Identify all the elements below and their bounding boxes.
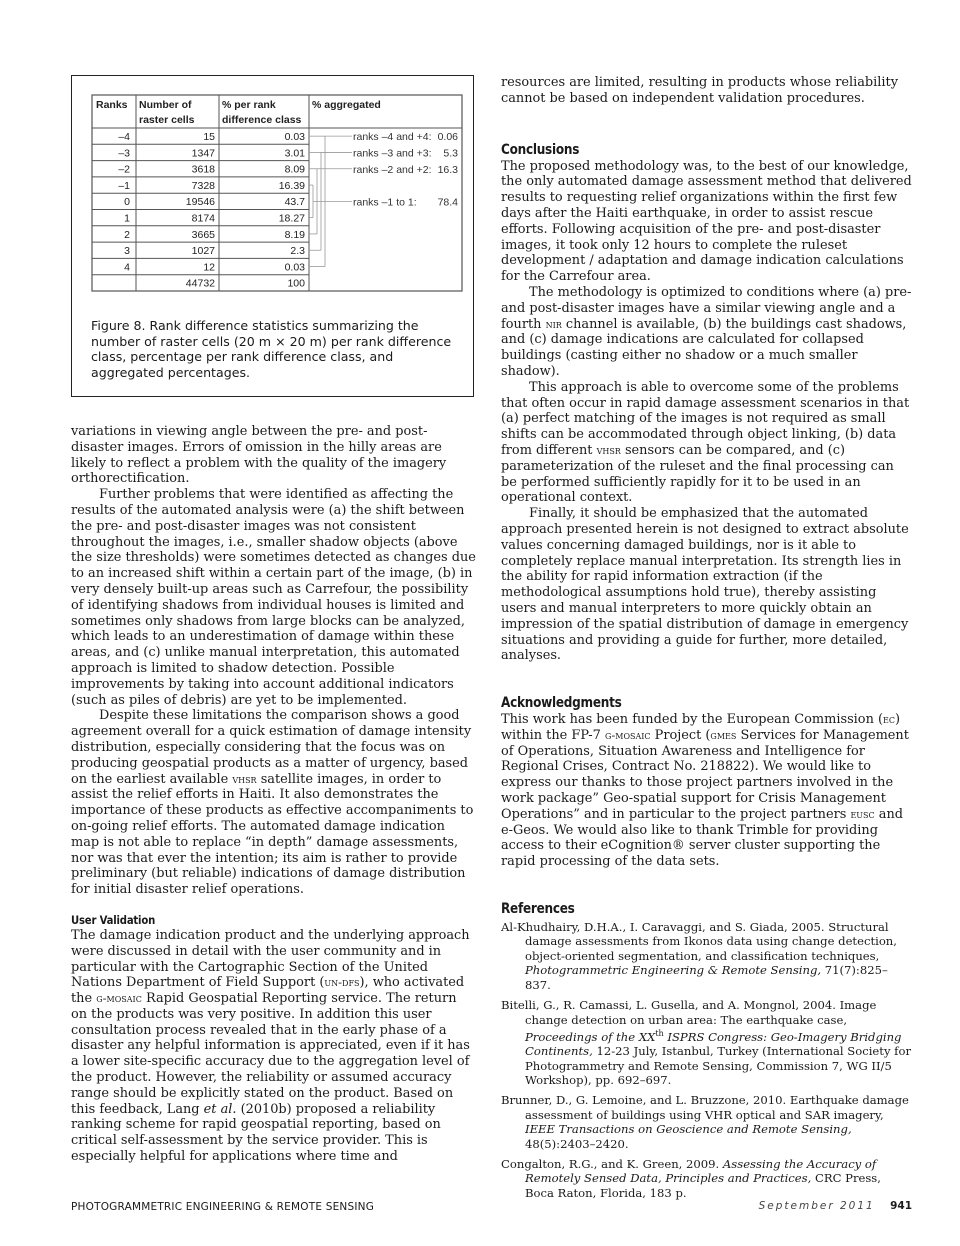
cell-rank: 2 <box>124 228 130 241</box>
column-header: % aggregated <box>312 99 381 111</box>
aggregate-label: ranks –4 and +4: <box>353 131 432 144</box>
aggregate-value: 16.3 <box>437 163 458 176</box>
right-column <box>501 75 913 1206</box>
reference-item: Brunner, D., G. Lemoine, and L. Bruzzone, 2010. Earthquake damage assessment of buildings using VHR optical and SAR imagery, IEEE Transactions on Geoscience and Remote Sensing, 48(5):2403–2420. <box>501 1093 909 1151</box>
cell-rank: 1 <box>124 212 130 225</box>
cell-percent: 3.01 <box>284 147 305 160</box>
column-header: % per rank <box>222 99 276 111</box>
aggregation-brackets <box>309 136 352 266</box>
cell-rank: –2 <box>118 163 130 176</box>
aggregate-label: ranks –2 and +2: <box>353 163 432 176</box>
paragraph: variations in viewing angle between the pre- and post-disaster images. Errors of omission in the hilly areas are likely to reflect a problem with the quality of the imagery orthorectification. <box>71 424 447 487</box>
cell-rank: –4 <box>118 131 130 143</box>
cell-count: 3665 <box>191 228 215 241</box>
cell-count: 15 <box>203 131 215 143</box>
figure-caption: Figure 8. Rank difference statistics summarizing the number of raster cells (20 m × 20 m) per rank difference class, percentage per rank difference class, and aggregated percentages. <box>91 318 452 380</box>
column-header: difference class <box>222 114 302 126</box>
reference-item: Bitelli, G., R. Camassi, L. Gusella, and A. Mongnol, 2004. Image change detection on urban area: The earthquake case, Proceedings of the XXth ISPRS Congress: Geo-Imagery Bridging Continents, 12-23 July, Istanbul, Turkey (International Society for Photogrammetry and Remote Sensing, Commission 7, WG II/5 Workshop), pp. 692–697. <box>501 998 911 1087</box>
cell-count: 3618 <box>191 163 215 176</box>
cell-count: 7328 <box>191 179 215 192</box>
page-number: 941 <box>890 1200 912 1212</box>
cell-percent: 8.19 <box>284 228 305 241</box>
cell-percent: 8.09 <box>284 163 305 176</box>
cell-percent: 16.39 <box>278 179 305 192</box>
column-header: Number of <box>139 99 192 111</box>
cell-percent: 0.03 <box>284 261 305 274</box>
cell-rank: 0 <box>124 196 130 209</box>
rank-difference-table <box>72 76 475 316</box>
conclusions-heading: Conclusions <box>501 141 580 158</box>
column-header: raster cells <box>139 114 195 126</box>
footer-page-info <box>759 1200 912 1212</box>
paragraph: The proposed methodology was, to the best of our knowledge, the only automated damage assessment method that delivered results to requesting relief organizations within the first few days after the Haiti earthquake, in order to assist rescue efforts. Following acquisition of the pre- and post-disaster images, it took only 12 hours to complete the ruleset development / adaptation and damage indication calculations for the Carrefour area. <box>501 158 912 285</box>
paragraph: This approach is able to overcome some of the problems that often occur in rapid damage assessment scenarios in that (a) perfect matching of the images is not required as small shifts can be accommodated through object linking, (b) data from different vhsr sensors can be compared, and (c) parameterization of the ruleset and the final processing can be performed sufficiently rapidly for it to be used in an operational context. <box>501 379 910 506</box>
aggregate-value: 5.3 <box>443 147 458 160</box>
cell-rank: 3 <box>124 245 130 258</box>
column-header: Ranks <box>96 99 128 111</box>
cell-count: 8174 <box>191 212 215 225</box>
cell-rank: –3 <box>118 147 130 160</box>
reference-item: Al-Khudhairy, D.H.A., I. Caravaggi, and S. Giada, 2005. Structural damage assessments from Ikonos data using change detection, object-oriented segmentation, and classification techniques, Photogrammetric Engineering & Remote Sensing, 71(7):825–837. <box>501 920 897 992</box>
paragraph: Despite these limitations the comparison shows a good agreement overall for a quick estimation of damage intensity distribution, especially considering that the focus was on producing geospatial products as a matter of urgency, based on the earliest available vhsr satellite images, in order to assist the relief efforts in Haiti. It also demonstrates the importance of these products as effective accompaniments to on-going relief efforts. The automated damage indication map is not able to replace “in depth” damage assessments, nor was that ever the intention; its aim is rather to provide preliminary (but reliable) indications of damage distribution for initial disaster relief operations. <box>71 708 474 898</box>
aggregation-labels <box>353 131 458 208</box>
reference-item: Congalton, R.G., and K. Green, 2009. Assessing the Accuracy of Remotely Sensed Data, Principles and Practices, CRC Press, Boca Raton, Florida, 183 p. <box>501 1157 881 1200</box>
footer-date: September 2011 <box>758 1200 875 1212</box>
cell-percent: 100 <box>287 277 305 290</box>
paragraph: Finally, it should be emphasized that the automated approach presented herein is not designed to extract absolute values concerning damaged buildings, nor is it able to completely replace manual interpretation. Its strength lies in the ability for rapid information extraction (if the methodological assumptions hold true), thereby assisting users and manual interpreters to more quickly obtain an impression of the spatial distribution of damage in emergency situations and providing a guide for further, more detailed, analyses. <box>501 506 909 664</box>
cell-rank: –1 <box>118 179 130 192</box>
left-column <box>71 75 476 1165</box>
cell-percent: 18.27 <box>278 212 305 225</box>
cell-count: 1347 <box>191 147 215 160</box>
cell-count: 1027 <box>191 245 215 258</box>
aggregate-label: ranks –1 to 1: <box>353 196 417 209</box>
aggregate-value: 0.06 <box>437 131 458 144</box>
paragraph: The methodology is optimized to conditions where (a) pre-and post-disaster images have a similar viewing angle and a fourth nir channel is available, (b) the buildings cast shadows, and (c) damage indications are calculated for collapsed buildings (casting either no shadow or a much smaller shadow). <box>501 284 912 379</box>
footer-journal: PHOTOGRAMMETRIC ENGINEERING & REMOTE SENSING <box>71 1201 375 1213</box>
paragraph: resources are limited, resulting in products whose reliability cannot be based on independent validation procedures. <box>501 75 899 106</box>
paragraph: Further problems that were identified as affecting the results of the automated analysis were (a) the shift between the pre- and post-disaster images was not consistent throughout the images, i.e., smaller shadow objects (above the size thresholds) were sometimes detected as changes due to an increased shift within a certain part of the image, (b) in very densely built-up areas such as Carrefour, the possibility of identifying shadows from individual houses is limited and sometimes only shadows from large blocks can be analyzed, which leads to an underestimation of damage within these areas, and (c) unlike manual interpretation, this automated approach is limited to shadow detection. Possible improvements by taking into account additional indicators (such as piles of debris) are yet to be implemented. <box>71 487 476 708</box>
cell-rank: 4 <box>124 261 130 274</box>
acknowledgments-heading: Acknowledgments <box>501 695 622 712</box>
cell-count: 44732 <box>185 277 215 290</box>
references-heading: References <box>501 901 575 918</box>
paragraph: The damage indication product and the underlying approach were discussed in detail with the user community and in particular with the Cartographic Section of the United Nations Department of Field Support (un-dfs), who activated the g-mosaic Rapid Geospatial Reporting service. The return on the products was very positive. In addition this user consultation process revealed that in the early phase of a disaster any helpful information is appreciated, even if it has a lower site-specific accuracy due to the aggregation level of the product. However, the reliability or assumed accuracy range should be explicitly stated on the product. Based on this feedback, Lang et al. (2010b) proposed a reliability ranking scheme for rapid geospatial reporting, based on critical self-assessment by the service provider. This is especially helpful for applications where time and <box>71 927 470 1165</box>
cell-percent: 43.7 <box>284 196 305 209</box>
cell-count: 19546 <box>185 196 215 209</box>
figure-8 <box>71 75 474 397</box>
user-validation-heading: User Validation <box>71 913 156 927</box>
aggregate-label: ranks –3 and +3: <box>353 147 432 160</box>
left-body <box>71 424 476 1165</box>
paragraph: This work has been funded by the European Commission (ec) within the FP-7 g-mosaic Project (gmes Services for Management of Operations, Situation Awareness and Intelligence for Regional Crises, Contract No. 218822). We would like to express our thanks to those project partners involved in the work package” Geo-spatial support for Crisis Management Operations” and in particular to the project partners eusc and e-Geos. We would also like to thank Trimble for providing access to their eCognition® server cluster supporting the rapid processing of the data sets. <box>501 712 909 870</box>
cell-count: 12 <box>203 261 215 274</box>
aggregate-value: 78.4 <box>437 196 458 209</box>
cell-percent: 2.3 <box>290 245 305 258</box>
cell-percent: 0.03 <box>284 131 305 143</box>
